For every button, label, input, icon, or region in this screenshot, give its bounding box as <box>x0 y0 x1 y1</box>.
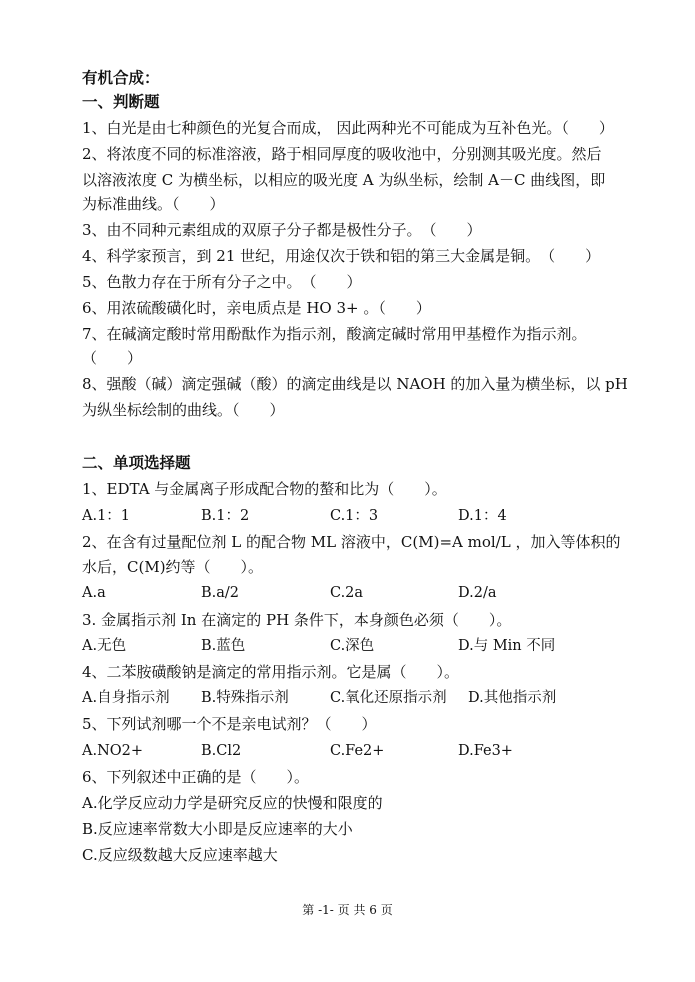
judge-line: 6、用浓硫酸磺化时，亲电质点是 HO 3+ 。（ ） <box>82 299 431 317</box>
option-d: D.其他指示剂 <box>468 690 557 706</box>
option-c: C.2a <box>330 585 364 601</box>
question-stem: 6、下列叙述中正确的是（ ）。 <box>82 768 310 786</box>
option-c: C.1：3 <box>330 508 379 524</box>
judge-line: 5、色散力存在于所有分子之中。 （ ） <box>82 273 362 291</box>
option-a: A.无色 <box>82 638 127 654</box>
option-a: A.a <box>82 585 106 601</box>
option-a: A.自身指示剂 <box>82 690 170 706</box>
question-stem: 4、二苯胺磺酸钠是滴定的常用指示剂。它是属（ ）。 <box>82 663 460 681</box>
option-a: A.化学反应动力学是研究反应的快慢和限度的 <box>82 794 383 812</box>
judge-line: 为纵坐标绘制的曲线。（ ） <box>82 401 285 419</box>
judge-line: 1、白光是由七种颜色的光复合而成， 因此两种光不可能成为互补色光。（ ） <box>82 119 614 137</box>
option-b: B.a/2 <box>201 585 240 601</box>
option-c: C.氧化还原指示剂 <box>330 690 447 706</box>
judge-line: 为标准曲线。（ ） <box>82 195 225 213</box>
question-stem: 1、EDTA 与金属离子形成配合物的螯和比为（ ）。 <box>82 480 447 498</box>
section2-heading: 二、单项选择题 <box>82 453 191 472</box>
question-stem: 2、在含有过量配位剂 L 的配合物 ML 溶液中，C(M)=A mol/L ，加入等体积的 <box>82 533 621 551</box>
option-b: B.Cl2 <box>201 743 242 759</box>
option-d: D.与 Min 不同 <box>458 638 556 654</box>
judge-line: 7、在碱滴定酸时常用酚酞作为指示剂，酸滴定碱时常用甲基橙作为指示剂。 <box>82 325 587 343</box>
judge-line: 2、将浓度不同的标准溶液，路于相同厚度的吸收池中，分别测其吸光度。然后 <box>82 145 602 163</box>
judge-line: 8、强酸（碱）滴定强碱（酸）的滴定曲线是以 NAOH 的加入量为横坐标，以 pH <box>82 375 628 393</box>
option-c: C.Fe2+ <box>330 743 385 759</box>
question-stem: 3. 金属指示剂 In 在滴定的 PH 条件下，本身颜色必须（ ）。 <box>82 611 512 629</box>
judge-line: （ ） <box>82 349 143 367</box>
option-c: C.反应级数越大反应速率越大 <box>82 846 278 864</box>
option-d: D.Fe3+ <box>458 743 513 759</box>
judge-line: 3、由不同种元素组成的双原子分子都是极性分子。 （ ） <box>82 221 482 239</box>
section1-heading: 一、判断题 <box>82 92 160 111</box>
option-b: B.特殊指示剂 <box>201 690 289 706</box>
option-b: B.反应速率常数大小即是反应速率的大小 <box>82 820 353 838</box>
option-d: D.1：4 <box>458 508 507 524</box>
option-a: A.NO2+ <box>82 743 144 759</box>
judge-line: 以溶液浓度 C 为横坐标，以相应的吸光度 A 为纵坐标，绘制 A－C 曲线图，即 <box>82 171 606 189</box>
option-b: B.1：2 <box>201 508 250 524</box>
document-title: 有机合成： <box>82 68 160 87</box>
question-stem: 水后，C(M)约等（ ）。 <box>82 558 264 576</box>
option-a: A.1：1 <box>82 508 131 524</box>
question-stem: 5、下列试剂哪一个不是亲电试剂？（ ） <box>82 715 377 733</box>
judge-line: 4、科学家预言，到 21 世纪，用途仅次于铁和铝的第三大金属是铜。 （ ） <box>82 247 601 265</box>
page-footer: 第 -1- 页 共 6 页 <box>302 903 393 917</box>
option-c: C.深色 <box>330 638 375 654</box>
option-b: B.蓝色 <box>201 638 246 654</box>
option-d: D.2/a <box>458 585 497 601</box>
